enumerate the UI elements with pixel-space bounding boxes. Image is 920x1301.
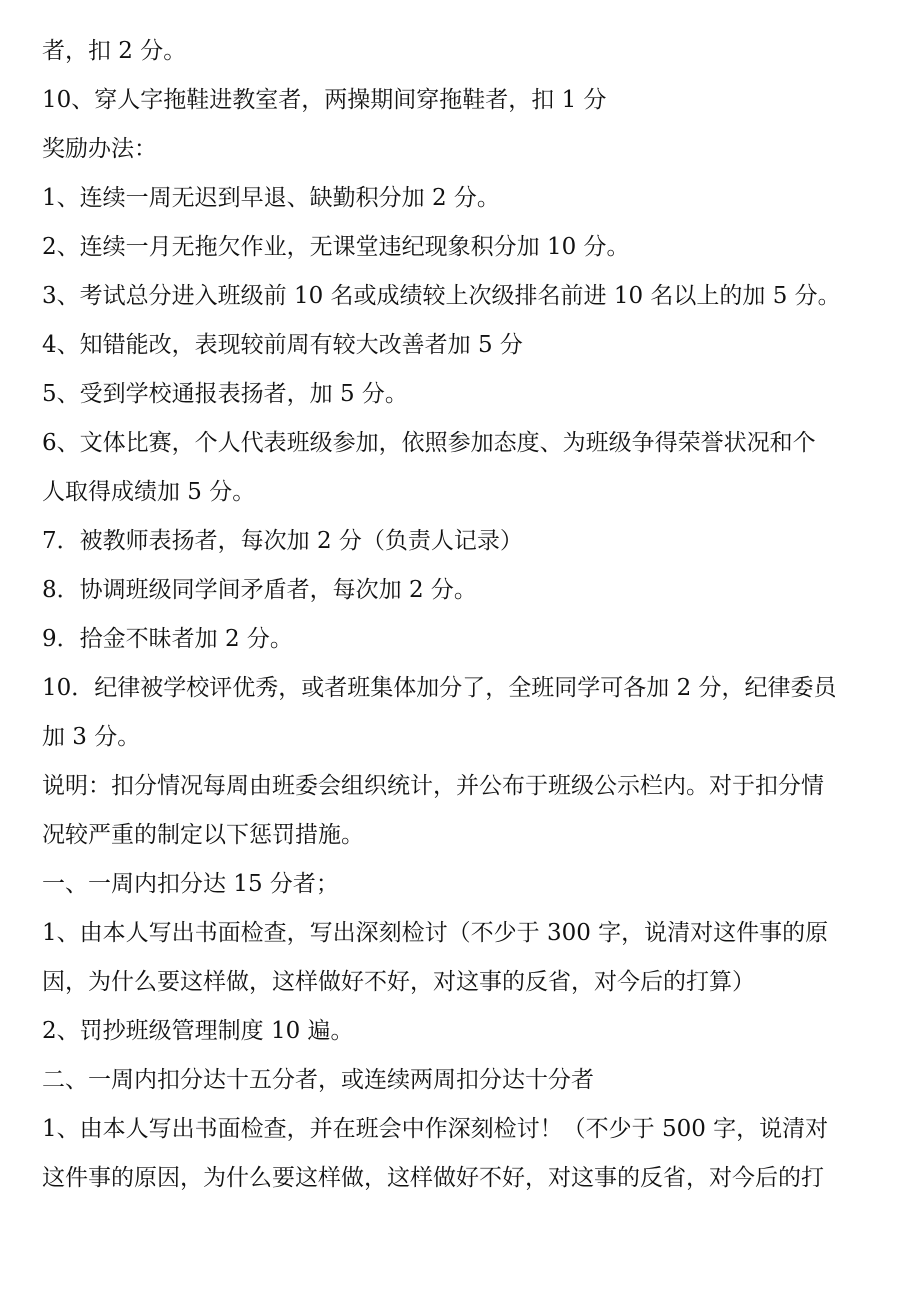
text-line-reward-10: 10．纪律被学校评优秀，或者班集体加分了，全班同学可各加 2 分，纪律委员: [42, 675, 837, 701]
text-line-reward-6-cont: 人取得成绩加 5 分。: [42, 479, 256, 505]
text-line-note: 说明：扣分情况每周由班委会组织统计，并公布于班级公示栏内。对于扣分情: [42, 773, 824, 799]
text-line-penalty-level-2-item-1: 1、由本人写出书面检查，并在班会中作深刻检讨！（不少于 500 字，说清对: [42, 1116, 829, 1142]
text-line-reward-3: 3、考试总分进入班级前 10 名或成绩较上次级排名前进 10 名以上的加 5 分。: [42, 283, 841, 309]
text-line-reward-4: 4、知错能改，表现较前周有较大改善者加 5 分: [42, 332, 523, 358]
text-line-reward-8: 8．协调班级同学间矛盾者，每次加 2 分。: [42, 577, 477, 603]
section-heading-penalty-level-1: 一、一周内扣分达 15 分者；: [42, 871, 339, 897]
text-line-reward-1: 1、连续一周无迟到早退、缺勤积分加 2 分。: [42, 185, 500, 211]
text-line-penalty-level-1-item-1-cont: 因，为什么要这样做，这样做好不好，对这事的反省，对今后的打算）: [42, 969, 755, 995]
text-line-penalty-10: 10、穿人字拖鞋进教室者，两操期间穿拖鞋者，扣 1 分: [42, 87, 607, 113]
text-line-reward-9: 9．拾金不昧者加 2 分。: [42, 626, 293, 652]
text-line-penalty-level-2-item-1-cont: 这件事的原因，为什么要这样做，这样做好不好，对这事的反省，对今后的打: [42, 1165, 824, 1191]
section-heading-penalty-level-2: 二、一周内扣分达十五分者，或连续两周扣分达十分者: [42, 1067, 594, 1093]
section-heading-rewards: 奖励办法：: [42, 136, 157, 162]
text-line-reward-6: 6、文体比赛，个人代表班级参加，依照参加态度、为班级争得荣誉状况和个: [42, 430, 816, 456]
text-line-penalty-9-end: 者，扣 2 分。: [42, 38, 187, 64]
text-line-penalty-level-1-item-1: 1、由本人写出书面检查，写出深刻检讨（不少于 300 字，说清对这件事的原: [42, 920, 829, 946]
text-line-reward-7: 7．被教师表扬者，每次加 2 分（负责人记录）: [42, 528, 523, 554]
text-line-penalty-level-1-item-2: 2、罚抄班级管理制度 10 遍。: [42, 1018, 354, 1044]
text-line-note-cont: 况较严重的制定以下惩罚措施。: [42, 822, 364, 848]
text-line-reward-2: 2、连续一月无拖欠作业，无课堂违纪现象积分加 10 分。: [42, 234, 630, 260]
text-line-reward-10-cont: 加 3 分。: [42, 724, 141, 750]
text-line-reward-5: 5、受到学校通报表扬者，加 5 分。: [42, 381, 408, 407]
